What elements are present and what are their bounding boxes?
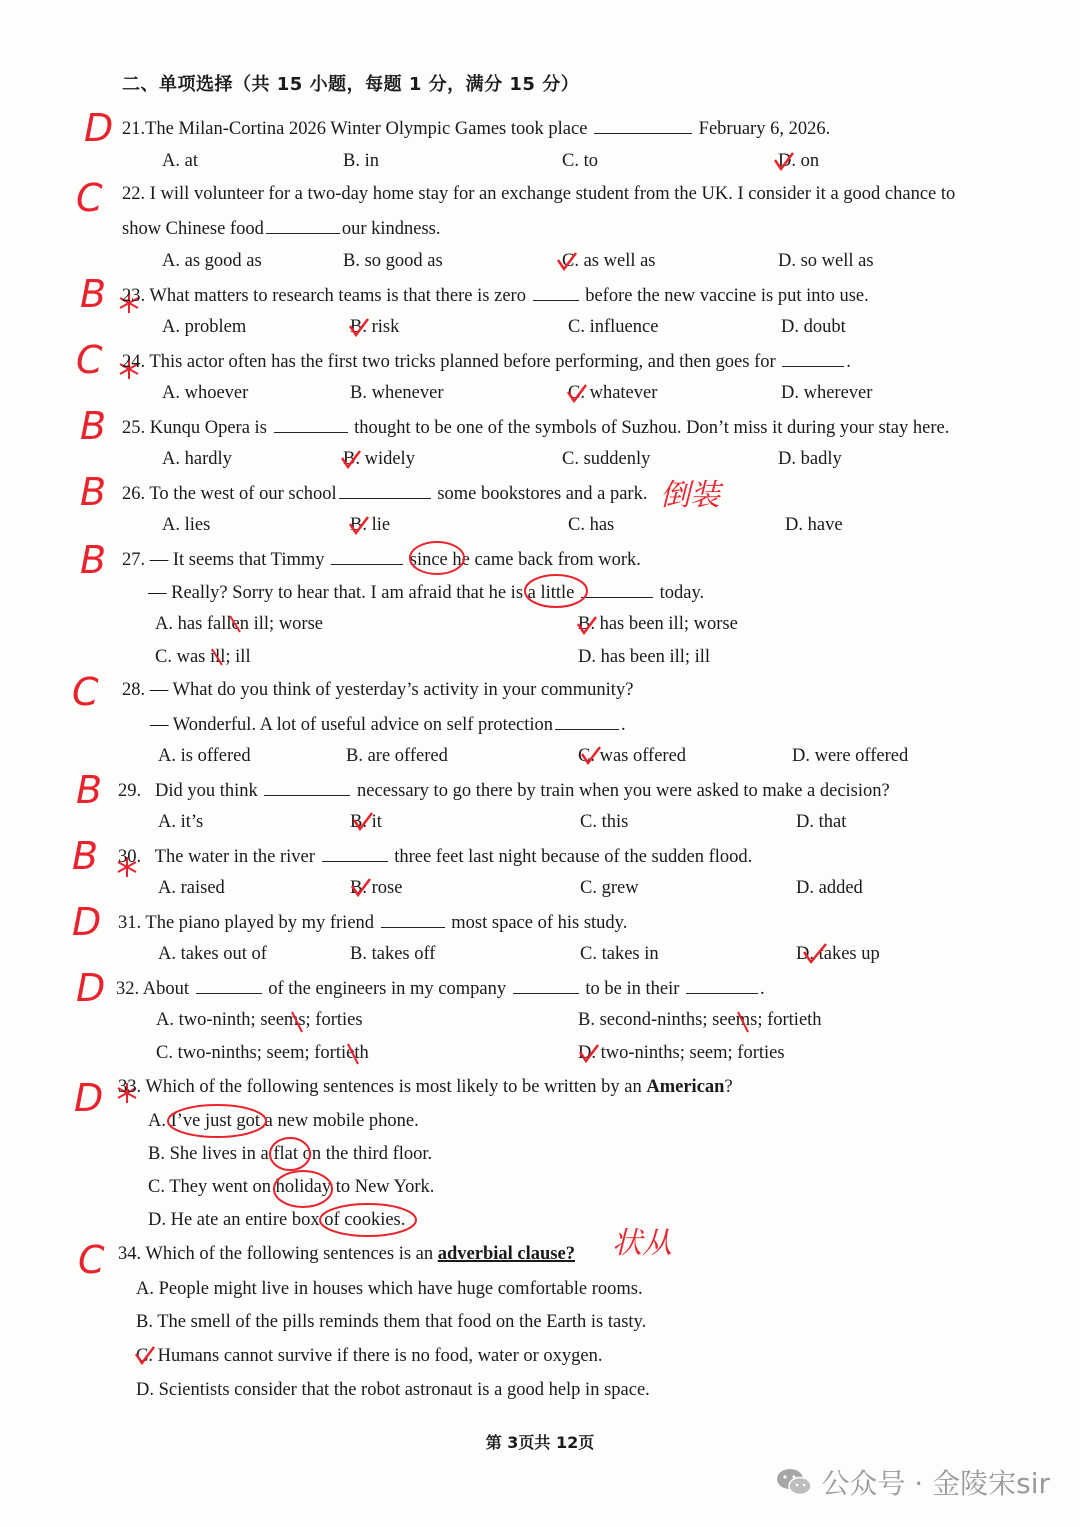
question-stem: 28. — What do you think of yesterday’s activity in your community? (122, 680, 634, 700)
handwritten-answer: B (72, 834, 99, 878)
option-d[interactable]: D. doubt (781, 317, 846, 337)
option-d[interactable]: D. added (796, 878, 863, 898)
option-d[interactable]: D. on (778, 151, 820, 171)
question-stem-cont: — Wonderful. A lot of useful advice on self protection . (150, 711, 626, 737)
answer-blank (581, 579, 653, 598)
option-a[interactable]: A. takes out of (158, 944, 267, 964)
handwritten-answer: C (76, 176, 103, 220)
option-a[interactable]: A. problem (162, 317, 247, 337)
answer-blank (322, 843, 388, 862)
answer-blank (266, 215, 340, 234)
handwritten-answer: D (76, 966, 106, 1010)
checkmark-icon (352, 812, 370, 830)
question-stem-cont: — Really? Sorry to hear that. I am afraid that he is a little today. (148, 579, 704, 605)
handwritten-answer: B (80, 404, 107, 448)
option-a[interactable]: A. at (162, 151, 198, 171)
option-c[interactable]: C. two-ninths; seem; fortieth (156, 1043, 369, 1063)
checkmark-icon (350, 878, 368, 896)
option-a[interactable]: A. two-ninth; seems; forties (156, 1010, 363, 1030)
option-c[interactable]: C. was offered (578, 746, 687, 766)
option-d[interactable]: D. He ate an entire box of cookies. (148, 1210, 406, 1230)
checkmark-icon (340, 450, 358, 468)
answer-blank (331, 546, 403, 565)
option-b[interactable]: B. The smell of the pills reminds them that food on the Earth is tasty. (136, 1312, 647, 1332)
slash-mark-icon (290, 1010, 308, 1028)
option-c[interactable]: C. influence (568, 317, 659, 337)
option-c[interactable]: C. this (580, 812, 629, 832)
question-stem-cont: show Chinese food our kindness. (122, 215, 441, 241)
question-stem: 22. I will volunteer for a two-day home stay for an exchange student from the UK. I consider it a good chance to (122, 184, 956, 204)
handwritten-note: 状从 (612, 1226, 672, 1261)
handwritten-answer: C (78, 1238, 105, 1282)
answer-blank (555, 711, 619, 730)
handwritten-answer: B (80, 470, 107, 514)
answer-blank (513, 975, 579, 994)
slash-mark-icon (736, 1010, 754, 1028)
answer-blank (594, 115, 692, 134)
checkmark-icon (802, 942, 820, 960)
option-c[interactable]: C. has (568, 515, 615, 535)
page-number: 第 3页共 12页 (485, 1433, 595, 1452)
circle-mark-icon (318, 1202, 418, 1243)
question-stem: 34. Which of the following sentences is an adverbial clause? (118, 1244, 575, 1264)
option-a[interactable]: A. has fallen ill; worse (155, 614, 323, 634)
option-c[interactable]: C. as well as (562, 251, 656, 271)
option-b[interactable]: B. second-ninths; seems; fortieth (578, 1010, 822, 1030)
question-stem: 31. The piano played by my friend most space of his study. (118, 909, 627, 935)
question-stem: 25. Kunqu Opera is thought to be one of the symbols of Suzhou. Don’t miss it during your stay here. (122, 414, 949, 440)
question-stem: 32. About of the engineers in my company to be in their . (116, 975, 765, 1001)
slash-mark-icon (346, 1042, 364, 1060)
option-c[interactable]: C. suddenly (562, 449, 651, 469)
option-b[interactable]: B. risk (350, 317, 400, 337)
question-stem: 26. To the west of our school some bookstores and a park. (122, 480, 647, 506)
circle-mark-icon (523, 573, 589, 614)
slash-mark-icon (228, 614, 246, 632)
answer-blank (196, 975, 262, 994)
handwritten-answer: C (72, 670, 99, 714)
option-a[interactable]: A. raised (158, 878, 225, 898)
question-stem: 29. Did you think necessary to go there by train when you were asked to make a decision? (118, 777, 890, 803)
checkmark-icon (556, 252, 574, 270)
option-d[interactable]: D. takes up (796, 944, 880, 964)
answer-blank (686, 975, 758, 994)
option-c[interactable]: C. Humans cannot survive if there is no food, water or oxygen. (136, 1346, 603, 1366)
checkmark-icon (134, 1346, 152, 1364)
answer-blank (264, 777, 350, 796)
answer-blank (381, 909, 445, 928)
question-stem: 33. Which of the following sentences is most likely to be written by an American? (118, 1077, 733, 1097)
option-b[interactable]: B. widely (343, 449, 415, 469)
option-d[interactable]: D. two-ninths; seem; forties (578, 1043, 785, 1063)
option-d[interactable]: D. were offered (792, 746, 909, 766)
option-b[interactable]: B. in (343, 151, 379, 171)
option-a[interactable]: A. whoever (162, 383, 249, 403)
option-b[interactable]: B. whenever (350, 383, 444, 403)
option-a[interactable]: A. hardly (162, 449, 232, 469)
option-a[interactable]: A. it’s (158, 812, 204, 832)
option-b[interactable]: B. so good as (343, 251, 443, 271)
handwritten-answer: B (80, 272, 107, 316)
option-a[interactable]: A. is offered (158, 746, 251, 766)
option-c[interactable]: C. was ill; ill (155, 647, 251, 667)
question-stem: 30. The water in the river three feet last night because of the sudden flood. (118, 843, 752, 869)
watermark (775, 1462, 1050, 1502)
option-c[interactable]: C. whatever (568, 383, 658, 403)
checkmark-icon (566, 384, 584, 402)
question-stem: 23. What matters to research teams is that there is zero before the new vaccine is put into use. (122, 282, 869, 308)
slash-mark-icon (210, 647, 228, 665)
circle-mark-icon (408, 540, 466, 581)
answer-blank (339, 480, 431, 499)
circle-mark-icon (166, 1103, 268, 1144)
checkmark-icon (348, 516, 366, 534)
checkmark-icon (576, 616, 594, 634)
checkmark-icon (578, 1044, 596, 1062)
watermark-text: 公众号 · 金陵宋sir (821, 1467, 1050, 1500)
answer-blank (274, 414, 348, 433)
option-b[interactable]: B. lie (350, 515, 391, 535)
question-stem: 27. — It seems that Timmy since he came back from work. (122, 546, 641, 572)
option-b[interactable]: B. rose (350, 878, 403, 898)
option-b[interactable]: B. has been ill; worse (578, 614, 738, 634)
option-d[interactable]: D. Scientists consider that the robot astronaut is a good help in space. (136, 1380, 650, 1400)
option-c[interactable]: C. grew (580, 878, 639, 898)
handwritten-answer: B (80, 538, 107, 582)
option-d[interactable]: D. wherever (781, 383, 873, 403)
answer-blank (782, 348, 844, 367)
option-b[interactable]: B. takes off (350, 944, 436, 964)
question-stem: 21.The Milan-Cortina 2026 Winter Olympic Games took place February 6, 2026. (122, 115, 830, 141)
option-b[interactable]: B. it (350, 812, 382, 832)
checkmark-icon (348, 318, 366, 336)
option-a[interactable]: A. People might live in houses which have huge comfortable rooms. (136, 1279, 643, 1299)
wechat-icon (775, 1466, 813, 1498)
option-b[interactable]: B. are offered (346, 746, 448, 766)
question-stem: 24. This actor often has the first two tricks planned before performing, and then goes for . (122, 348, 851, 374)
option-d[interactable]: D. that (796, 812, 847, 832)
option-a[interactable]: A. lies (162, 515, 211, 535)
answer-blank (533, 282, 579, 301)
handwritten-answer: B (76, 768, 103, 812)
option-d[interactable]: D. so well as (778, 251, 874, 271)
option-d[interactable]: D. have (785, 515, 843, 535)
option-d[interactable]: D. has been ill; ill (578, 647, 711, 667)
handwritten-answer: D (72, 900, 102, 944)
option-a[interactable]: A. I’ve just got a new mobile phone. (148, 1111, 419, 1131)
handwritten-answer: D (74, 1076, 104, 1120)
handwritten-answer: C (76, 338, 103, 382)
section-title: 二、单项选择（共 15 小题，每题 1 分，满分 15 分） (122, 74, 580, 95)
option-b[interactable]: B. She lives in a flat on the third floor. (148, 1144, 433, 1164)
checkmark-icon (580, 746, 598, 764)
handwritten-note: 倒装 (660, 478, 720, 513)
option-c[interactable]: C. to (562, 151, 598, 171)
option-c[interactable]: C. takes in (580, 944, 659, 964)
option-d[interactable]: D. badly (778, 449, 842, 469)
option-a[interactable]: A. as good as (162, 251, 262, 271)
checkmark-icon (773, 152, 791, 170)
handwritten-answer: D (84, 106, 114, 150)
option-c[interactable]: C. They went on holiday to New York. (148, 1177, 435, 1197)
